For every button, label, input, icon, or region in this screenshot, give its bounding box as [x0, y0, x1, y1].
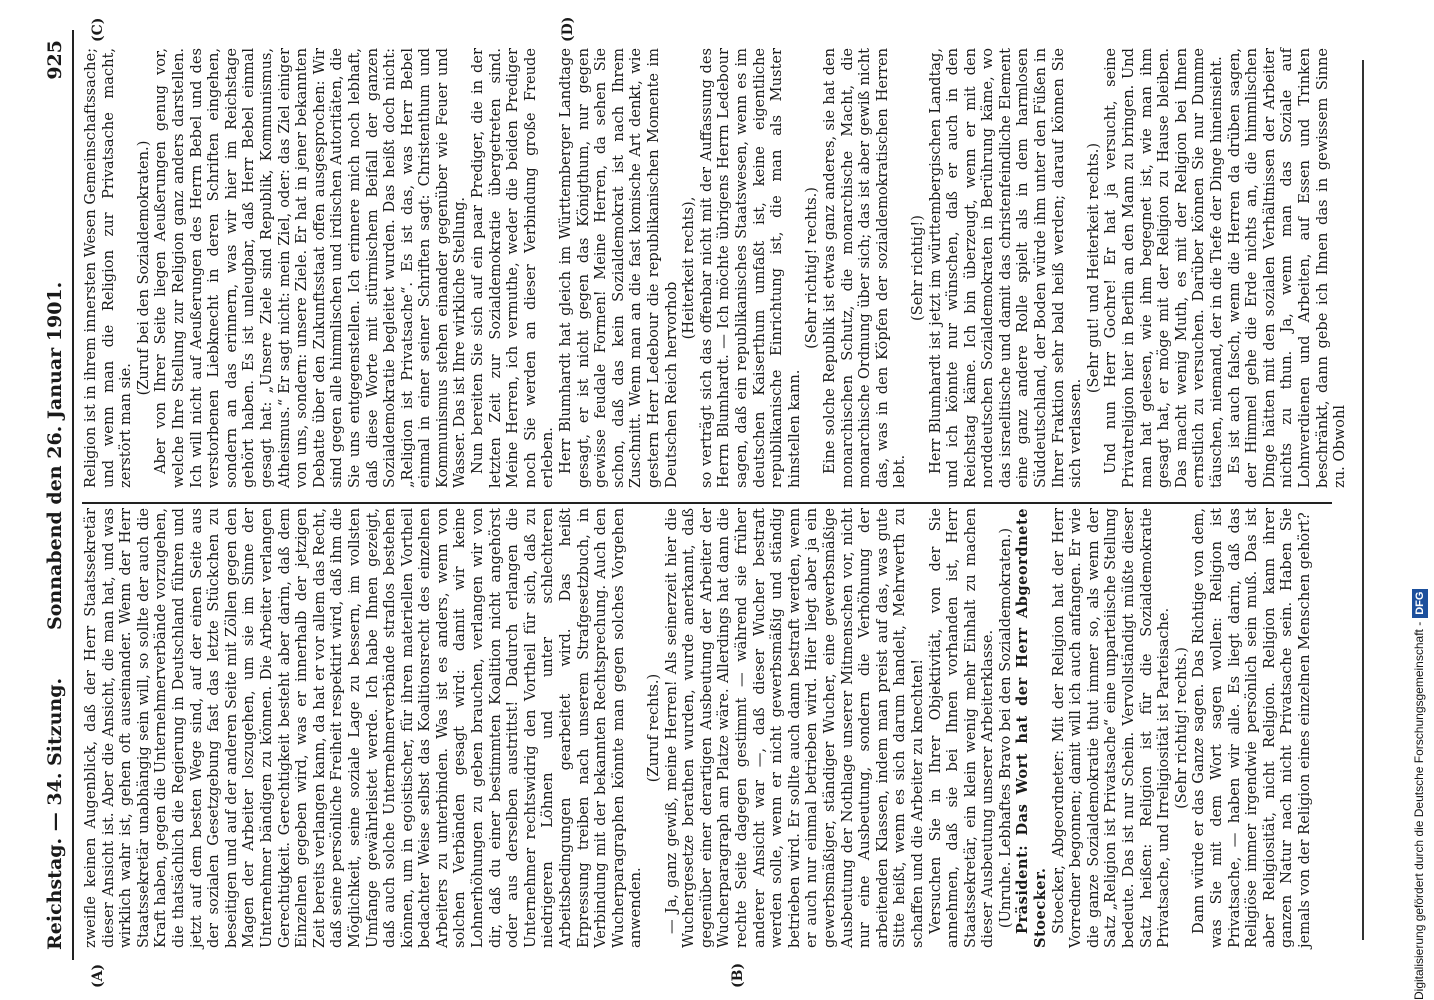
credit-text: Digitalisierung gefördert durch die Deutsche Forschungsgemeinschaft - [1412, 621, 1426, 1000]
right-column [82, 48, 1349, 488]
margin-letter-b: (B) [730, 962, 746, 988]
page-bottom-rule [1362, 60, 1364, 940]
paragraph: Aber von Ihrer Seite liegen Aeußerungen genug vor, welche Ihre Stellung zur Religion ganz anders darstellen. Ich will nicht auf Aeußerungen des Herrn Bebel und des verstorbenen Liebknecht in deren Schriften eingehen, sondern an das erinnern, was wir hier im Reichstage gehört haben. Es ist unleugbar, daß Herr Bebel einmal gesagt hat: „Unsere Ziele sind Republik, Kommunismus, Atheismus.“ Er sagt nicht: mein Ziel, oder: das Ziel einiger von uns, sondern: unsere Ziele. Er hat in jener bekannten Debatte über den Zukunftsstaat offen ausgesprochen: Wir sind gegen alle himmlischen und irdischen Autoritäten, die Sie uns entgegenstellen. Ich erinnere mich noch lebhaft, daß diese Worte mit stürmischem Beifall der ganzen Sozialdemokratie begleitet wurden. Das heißt doch nicht: „Religion ist Privatsache“. Es ist das, was Herr Bebel einmal in einer seiner Schriften sagt: Christenthum und Kommunismus stehen einander gegenüber wie Feuer und Wasser. Das ist Ihre wirkliche Stellung. [152, 48, 469, 488]
paragraph: so verträgt sich das offenbar nicht mit der Auffassung des Herrn Blumhardt. — Ich möchte übrigens Herrn Ledebour sagen, daß ein republikanisches Staatswesen, wenn es im deutschen Kaiserthum umfaßt ist, keine eigentliche republikanische Einrichtung ist, die man als Muster hinstellen kann. [697, 48, 803, 488]
paragraph: Eine solche Republik ist etwas ganz anderes, sie hat den monarchischen Schutz, die monarchische Macht, die monarchische Ordnung über sich; das ist aber gewiß nicht das, was in den Köpfen der sozialdemokratischen Herren lebt. [820, 48, 909, 488]
margin-letter-c: (C) [90, 17, 106, 42]
interjection: (Sehr richtig! rechts.) [803, 187, 821, 349]
interjection: (Sehr gut! und Heiterkeit rechts.) [1084, 142, 1102, 394]
paragraph: Nun bereiten Sie sich auf ein paar Prediger, die in der letzten Zeit zur Sozialdemokratie übergetreten sind. Meine Herren, ich vermuthe, weder die beiden Prediger noch Sie werden an dieser Verbindung große Freude erleben. [469, 48, 557, 488]
interjection: (Sehr richtig!) [908, 215, 926, 321]
left-column [82, 508, 1322, 948]
page-number: 925 [44, 40, 66, 80]
header-session: Reichstag. — 34. Sitzung. [44, 677, 66, 950]
president-line: Präsident: Das Wort hat der Herr Abgeordnete Stoecker. [1014, 508, 1050, 948]
page-header [28, 30, 74, 960]
paragraph: Es ist auch falsch, wenn die Herren da drüben sagen, der Himmel gehe die Erde nichts an, die himmlischen Dinge hätten mit den sozialen Verhältnissen der Arbeiter nichts zu thun. Ja, wenn man das Soziale auf Lohnverdienen und Arbeiten, auf Essen und Trinken beschränkt, dann gebe ich Ihnen das in gewissem Sinne zu. Obwohl [1225, 48, 1349, 488]
paragraph: zweifle keinen Augenblick, daß der Herr Staatssekretär dieser Ansicht ist. Aber die Ansicht, die man hat, und was wirklich wahr ist, gehen oft auseinander. Wenn der Herr Staatssekretär unabhängig sein will, so sollte der auch die Kraft haben, gegen die Unternehmerverbände vorzugehen, die thatsächlich die Regierung in Deutschland führen und jetzt auf dem besten Wege sind, auf der einen Seite aus der sozialen Gesetzgebung fast das letzte Stückchen zu beseitigen und auf der anderen Seite mit Zöllen gegen den Magen der Arbeiter loszugehen, um sie im Sinne der Unternehmer bändigen zu können. Die Arbeiter verlangen Gerechtigkeit. Gerechtigkeit besteht aber darin, daß dem Einzelnen gegeben wird, was er innerhalb der jetzigen Zeit bereits verlangen kann, da hat er vor allem das Recht, daß seine persönliche Freiheit respektirt wird, daß ihm die Möglichkeit, seine soziale Lage zu bessern, im vollsten Umfange gewährleistet werde. Ich habe Ihnen gezeigt, daß auch solche Unternehmerverbände straflos bestehen können, um in egoistischer, für ihren materiellen Vortheil bedachter Weise selbst das Koalitionsrecht des einzelnen Arbeiters zu unterbinden. Was ist es anders, wenn von solchen Verbänden gesagt wird: damit wir keine Lohnerhöhungen zu geben brauchen, verlangen wir von dir, daß du einer bestimmten Koalition nicht angehörst oder aus derselben austrittst! Dadurch erlangen die Unternehmer rechtswidrig den Vortheil für sich, daß zu niedrigeren Löhnen und unter schlechteren Arbeitsbedingungen gearbeitet wird. Das heißt Erpressung treiben nach unserem Strafgesetzbuch, in Verbindung mit der bekannten Rechtsprechung. Auch den Wucherparagraphen könnte man gegen solches Vorgehen anwenden. [82, 508, 645, 948]
interjection: (Zuruf rechts.) [645, 673, 662, 783]
margin-letter-a: (A) [90, 963, 106, 988]
paragraph: Dann würde er das Ganze sagen. Das Richtige von dem, was Sie mit dem Wort sagen wollen: Religion ist Privatsache, — haben wir alle. Es liegt darin, daß das Religiöse immer irgendwie persönlich sein muß. Das ist aber Religiosität, nicht Religion. Religion kann ihrer ganzen Natur nach nicht Privatsache sein. Haben Sie jemals von der Religion eines einzelnen Menschen gehört? [1190, 508, 1313, 948]
column-divider [82, 503, 1332, 505]
margin-letter-d: (D) [560, 16, 576, 42]
paragraph: — Ja, ganz gewiß, meine Herren! Als seinerzeit hier die Wuchergesetze berathen wurden, wurde anerkannt, daß gegenüber einer derartigen Ausbeutung der Arbeiter der Wucherparagraph am Platze wäre. Allerdings hat dann die rechte Seite dagegen gestimmt — während sie früher anderer Ansicht war —, daß dieser Wucher bestraft werden solle, wenn er nicht gewerbsmäßig und ständig betrieben wird. Er sollte auch dann bestraft werden, wenn er auch nur einmal betrieben wird. Hier liegt aber ja ein gewerbsmäßiger, ständiger Wucher, eine gewerbsmäßige Ausbeutung der Nothlage unserer Mitmenschen vor, nicht nur eine Ausbeutung, sondern die Verhöhnung der arbeitenden Klassen, indem man preist auf das, was gute Sitte heißt, wenn es sich darum handelt, Mehrwerth zu schaffen und die Arbeiter zu knechten! [662, 508, 926, 948]
interjection: (Heiterkeit rechts), [680, 196, 698, 340]
paragraph: Herr Blumhardt hat gleich im Württemberger Landtage gesagt, er ist nicht gegen das Königthum, nur gegen gewisse feudale Formen! Meine Herren, da sehen Sie schon, daß das kein Sozialdemokrat ist nach Ihrem Zuschnitt. Wenn man an die fast komische Art denkt, wie gestern Herr Ledebour die republikanischen Momente im Deutschen Reich hervorhob [557, 48, 680, 488]
paragraph: Versuchen Sie in Ihrer Objektivität, von der Sie annehmen, daß sie bei Ihnen vorhanden ist, Herr Staatssekretär, ein klein wenig mehr Einhalt zu machen dieser Ausbeutung unserer Arbeiterklasse. [926, 508, 997, 948]
header-date: Sonnabend den 26. Januar 1901. [44, 281, 66, 630]
paragraph: Stoecker, Abgeordneter: Mit der Religion hat der Herr Vorredner begonnen; damit will ich auch anfangen. Er wie die ganze Sozialdemokratie thut immer so, als wenn der Satz „Religion ist Privatsache“ eine unparteiische Stellung bedeute. Das ist nur Schein. Vervollständigt müßte dieser Satz heißen: Religion ist für die Sozialdemokratie Privatsache, und Irreligiosität ist Parteisache. [1049, 508, 1173, 948]
paragraph: Religion ist in ihrem innersten Wesen Gemeinschaftssache; und wenn man die Religion zur Privatsache macht, zerstört man sie. [82, 48, 135, 488]
interjection: (Unruhe. Lebhaftes Bravo bei den Sozialdemokraten.) [996, 527, 1014, 929]
paragraph: Und nun Herr Gochre! Er hat ja versucht, seine Privatreligion hier in Berlin an den Mann zu bringen. Und man hat gelesen, wie ihm begegnet ist, wie man ihm gesagt hat, er möge mit der Religion zu Hause bleiben. Das macht wenig Muth, es mit der Religion bei Ihnen ernstlich zu versuchen. Darüber können Sie nur Dumme täuschen, niemand, der in die Tiefe der Dinge hineinsieht. [1102, 48, 1225, 488]
digitization-credit [1405, 10, 1433, 1000]
paragraph: Herr Blumhardt ist jetzt im württembergischen Landtag, und ich könnte nur wünschen, daß er auch in den Reichstag käme. Ich bin überzeugt, wenn er mit den norddeutschen Sozialdemokraten in Berührung käme, wo das israelitische und damit das christenfeindliche Element eine ganz andere Rolle spielt als in dem harmlosen Süddeutschland, der Boden würde ihm unter den Füßen in Ihrer Fraktion sehr bald heiß werden; darauf können Sie sich verlassen. [926, 48, 1085, 488]
dfg-logo: DFG [1412, 589, 1428, 618]
credit-text-wrapper [1405, 20, 1433, 1000]
interjection: (Sehr richtig! rechts.) [1172, 647, 1190, 809]
interjection: (Zuruf bei den Sozialdemokraten.) [134, 140, 152, 396]
